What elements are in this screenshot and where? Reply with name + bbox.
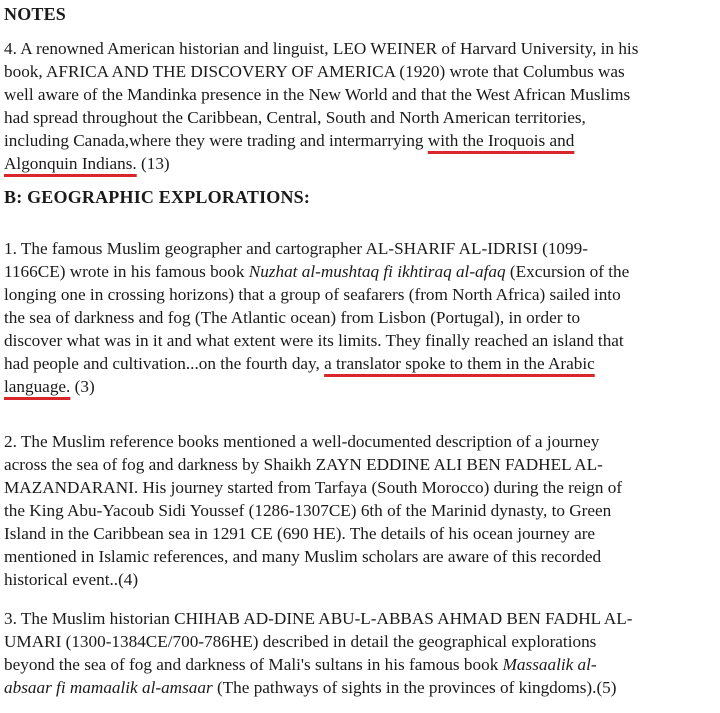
geo-1-line-7 <box>4 375 716 398</box>
geo-1-citation: (3) <box>70 377 95 396</box>
geo-1-paragraph <box>4 237 716 398</box>
geo-3-line-1: 3. The Muslim historian CHIHAB AD-DINE ABU-L-ABBAS AHMAD BEN FADHL AL- <box>4 609 633 628</box>
note-4-line-2: book, AFRICA AND THE DISCOVERY OF AMERICA (1920) wrote that Columbus was <box>4 62 625 81</box>
geo-1-line-6 <box>4 352 716 375</box>
geo-2-line-4: the King Abu-Yacoub Sidi Youssef (1286-1307CE) 6th of the Marinid dynasty, to Green <box>4 501 612 520</box>
geo-3-line-2: UMARI (1300-1384CE/700-786HE) described in detail the geographical explorations <box>4 632 597 651</box>
geo-2-line-6: mentioned in Islamic references, and many Muslim scholars are aware of this recorded <box>4 547 602 566</box>
geo-1-line-6-text: had people and cultivation...on the fourth day, <box>4 354 325 373</box>
book-title-massaalik-b: absaar fi mamaalik al-amsaar <box>4 678 213 697</box>
highlight-translator: a translator spoke to them in the Arabic <box>324 354 595 373</box>
geo-1-line-1: 1. The famous Muslim geographer and cartographer AL-SHARIF AL-IDRISI (1099- <box>4 239 588 258</box>
geo-1-line-2-a: 1166CE) wrote in his famous book <box>4 262 249 281</box>
note-4-line-3: well aware of the Mandinka presence in the New World and that the West African Muslims <box>4 85 631 104</box>
highlight-iroquois: with the Iroquois and <box>427 131 575 150</box>
geo-3-line-4-b: (The pathways of sights in the provinces of kingdoms).(5) <box>212 678 617 697</box>
book-title-nuzhat: Nuzhat al-mushtaq fi ikhtiraq al-afaq <box>248 262 506 281</box>
geo-1-line-3: longing one in crossing horizons) that a group of seafarers (from North Africa) sailed into <box>4 285 621 304</box>
note-4-paragraph <box>4 37 716 175</box>
geo-1-line-4: the sea of darkness and fog (The Atlantic ocean) from Lisbon (Portugal), in order to <box>4 308 581 327</box>
geo-2-line-1: 2. The Muslim reference books mentioned a well-documented description of a journey <box>4 432 600 451</box>
geo-3-line-3 <box>4 653 716 676</box>
note-4-line-5-text: including Canada,where they were trading and intermarrying <box>4 131 428 150</box>
geo-3-line-3-a: beyond the sea of fog and darkness of Mali's sultans in his famous book <box>4 655 503 674</box>
note-4-citation: (13) <box>136 154 170 173</box>
geographic-explorations-heading: B: GEOGRAPHIC EXPLORATIONS: <box>4 187 311 207</box>
note-4-line-4: had spread throughout the Caribbean, Central, South and North American territories, <box>4 108 586 127</box>
geo-3-line-4 <box>4 676 716 699</box>
highlight-algonquin: Algonquin Indians. <box>4 154 137 173</box>
geo-1-line-2-b: (Excursion of the <box>505 262 630 281</box>
geo-2-line-3: MAZANDARANI. His journey started from Tarfaya (South Morocco) during the reign of <box>4 478 623 497</box>
highlight-language: language. <box>4 377 71 396</box>
geo-3-paragraph <box>4 607 716 699</box>
note-4-line-6 <box>4 152 716 175</box>
note-4-line-5 <box>4 129 716 152</box>
notes-heading: NOTES <box>4 4 67 24</box>
geo-2-paragraph <box>4 430 716 591</box>
note-4-line-1: 4. A renowned American historian and linguist, LEO WEINER of Harvard University, in his <box>4 39 639 58</box>
geo-2-line-7: historical event..(4) <box>4 570 139 589</box>
geo-1-line-2 <box>4 260 716 283</box>
geo-1-line-5: discover what was in it and what extent were its limits. They finally reached an island that <box>4 331 624 350</box>
geo-2-line-2: across the sea of fog and darkness by Shaikh ZAYN EDDINE ALI BEN FADHEL AL- <box>4 455 603 474</box>
geo-2-line-5: Island in the Caribbean sea in 1291 CE (690 HE). The details of his ocean journey are <box>4 524 596 543</box>
book-title-massaalik-a: Massaalik al- <box>502 655 597 674</box>
